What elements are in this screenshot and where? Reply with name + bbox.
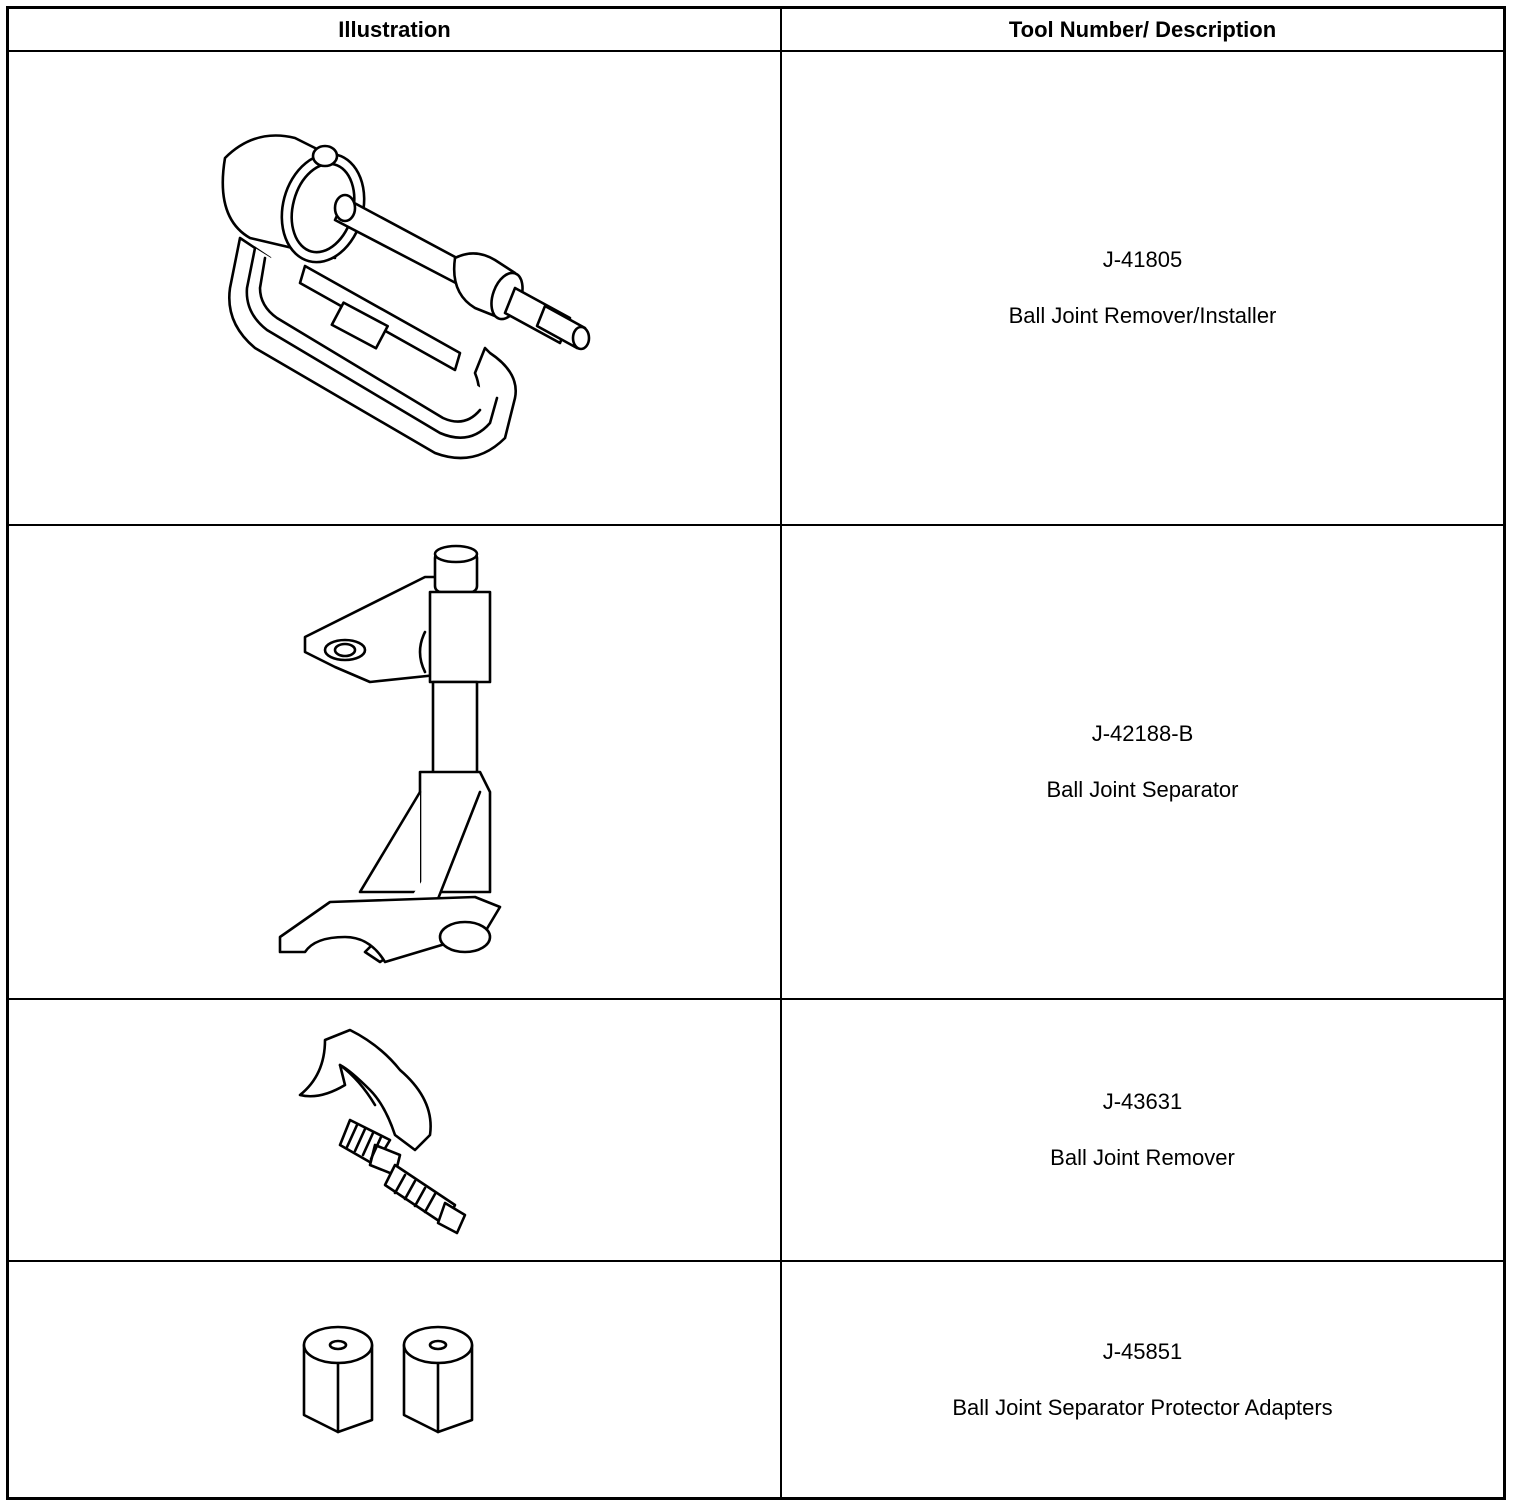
tool-number: J-43631 [1102, 1089, 1183, 1114]
table-row [9, 52, 1503, 526]
description-cell [782, 52, 1503, 524]
table-header-row [9, 9, 1503, 52]
hook-screw-remover-icon [295, 1025, 495, 1235]
description-cell [782, 1262, 1503, 1497]
tool-description: Ball Joint Separator Protector Adapters [952, 1394, 1333, 1420]
description-cell [782, 526, 1503, 998]
hex-adapters-icon [300, 1320, 490, 1440]
tool-description: Ball Joint Separator [1046, 777, 1239, 802]
header-illustration: Illustration [9, 9, 782, 50]
illustration-cell [9, 526, 782, 998]
tool-description: Ball Joint Remover/Installer [1008, 303, 1277, 328]
tools-table [6, 6, 1506, 1500]
fork-separator-icon [275, 542, 515, 982]
c-clamp-press-icon [185, 108, 605, 468]
tool-number: J-42188-B [1091, 721, 1194, 746]
illustration-cell [9, 1262, 782, 1497]
description-cell [782, 1000, 1503, 1260]
illustration-cell [9, 1000, 782, 1260]
table-row [9, 526, 1503, 1000]
tool-number: J-41805 [1102, 247, 1183, 272]
tool-description: Ball Joint Remover [1050, 1145, 1235, 1170]
table-row [9, 1000, 1503, 1262]
header-tool-description: Tool Number/ Description [1008, 16, 1277, 42]
tool-number: J-45851 [1102, 1338, 1183, 1364]
table-row [9, 1262, 1503, 1497]
illustration-cell [9, 52, 782, 524]
